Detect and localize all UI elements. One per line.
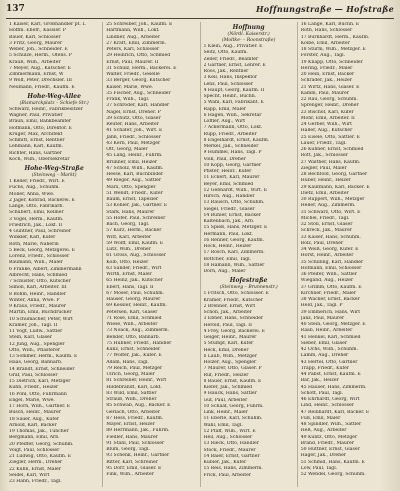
resident-entry: Engel, Marie, Wwe. (9, 397, 55, 403)
resident-entry: Frick, Paul, Arbeiter (203, 472, 252, 478)
resident-entry: Zimmermann, Ernst, W (9, 72, 64, 77)
resident-entry: Hauser, Georg, Maurer (106, 297, 161, 302)
page-header (6, 4, 394, 19)
resident-entry: 47 Reinhardt, Karl, Bäcker. E (300, 409, 370, 415)
resident-entry: 16 Pohl, Otto, Fuhrmann (9, 391, 67, 397)
resident-entry: 43 Hertel, Otto, Gärtner (300, 359, 358, 365)
resident-entry: Petersen, Karl, Glaser (106, 309, 158, 315)
resident-entry: Bär, Jak., Heizer (300, 378, 339, 384)
resident-entry: 1 Fritsch, Otto, Schlosser. E (203, 291, 269, 297)
resident-entry: 8 Böhm, Heinr., Händler (9, 291, 67, 297)
resident-entry: Bauer, Karl, Schlosser (9, 34, 61, 40)
resident-entry: Schmitt, Ernst, Rentner (9, 138, 65, 143)
resident-entry: Wiegand, Aug., Heizer (300, 278, 354, 284)
resident-entry: Heller, Aug., Zimmerm. (300, 203, 356, 209)
resident-entry: 13 Rausch, Otto, Schuhm. (203, 200, 265, 206)
resident-entry: 45 Hauser, Hans, Zimmerm. (300, 384, 367, 390)
resident-entry: Förster, Aug., Tagl. (300, 53, 346, 59)
resident-entry: 7 Meyer, Aug., Kutscher. E (9, 65, 72, 71)
resident-entry: Fuß, Emil, Maler (300, 415, 341, 421)
resident-entry: Kaltenbach, Jak., Arb. (203, 219, 255, 224)
resident-entry: 2 Gärtner, Ernst, Lehrer. E (203, 62, 266, 68)
resident-entry: Rupp, Friedr., Arbeiter (203, 131, 257, 137)
resident-entry: Lenz, Paul, Schlosser (203, 81, 254, 87)
resident-entry: Rapp, Emil, Maler (203, 106, 246, 112)
resident-entry: 18 Sturm, Wilh., Metzger. E (300, 47, 366, 52)
resident-entry: Hildebrandt, Karl, Lokf. (106, 384, 162, 390)
resident-entry: 41 Henkel, Karl, Schmied (300, 334, 361, 340)
resident-entry: Martin, Emil, Buchdrucker (9, 310, 72, 316)
resident-entry: 83 Wild, Emil, Sattler (106, 390, 157, 396)
resident-entry: 22 Rau, Georg, Schuhm. (300, 97, 358, 102)
resident-entry: 4 Günther, Paul, Schreiner (9, 229, 72, 234)
resident-entry: 10 Kopp, Georg, Gärtner (203, 162, 262, 168)
columns (6, 22, 394, 487)
resident-entry: 52 Wendel, Georg, Schuhm. (300, 472, 366, 477)
resident-entry: Marx, Otto, Spengler (106, 184, 156, 190)
resident-entry: 79 Reich, Paul, Metzger (106, 365, 163, 371)
resident-entry: Stein, Karl, Glaser (9, 335, 52, 341)
resident-entry: 25 Eisele, Otto, Sattler. E (300, 134, 360, 140)
resident-entry: 3 Ebner, Hans, Schneider (203, 316, 264, 322)
resident-entry: Mayer, Ernst, Heizer (106, 422, 155, 427)
resident-entry: 10 Schumacher, Peter, Wirt (9, 316, 73, 322)
resident-entry: 35 Fischer, Aug., Schneider (106, 90, 171, 96)
resident-entry: 14 Brandt, Ernst, Schneider (9, 366, 75, 372)
resident-entry: 91 Stahl, Paul, Schlosser (106, 440, 165, 446)
resident-entry: Heß, Aug., Arbeiter (300, 428, 347, 434)
resident-entry: Krüger, Max, Architekt (9, 131, 63, 137)
resident-entry: 16 Renner, Georg, Kaufm. (203, 237, 265, 243)
resident-entry: Bergmann, Emil, Arb. (9, 435, 60, 441)
resident-entry: Wiese, Wilh., Arbeiter (106, 322, 158, 327)
running-head: Hoffnungstraße — Hofstraße (255, 4, 394, 14)
resident-entry: 9 Hummel, Hans, Tagl. P (203, 150, 262, 156)
resident-entry: 7 Schuster, Otto, Kutscher (9, 279, 71, 284)
resident-entry: 32 Stoll, Ernst, Glaser (300, 222, 353, 227)
resident-entry: 11 Vogt, Ludw., Sattler (9, 329, 63, 334)
resident-entry: 40 Stein, Georg, Metzger. E (300, 322, 366, 327)
resident-entry: 4 Haupt, Georg, Kaufm. II (203, 87, 265, 93)
resident-entry: Jahn, Friedr., Schlosser (106, 134, 161, 140)
resident-entry: Friedrich, Jak., Lokf. II (9, 222, 63, 228)
street-bounds: (Steinweg – Markt) (31, 173, 77, 178)
resident-entry: Seitz, Otto, Kaufm. (203, 50, 248, 56)
resident-entry: Hering, Friedr., Maler (300, 65, 353, 71)
resident-entry: 7 Maurer, Otto, Glaser. P (203, 366, 262, 372)
resident-entry: 21 Wirtz, Hans, Glaser. E (300, 84, 360, 90)
resident-entry: Gerlach, Otto, Arbeiter (106, 409, 161, 415)
resident-entry: 25 Schreiber, Joh., Kaufm. E (106, 22, 173, 27)
resident-entry: 13 Rieck, Otto, Händler (203, 441, 259, 447)
resident-entry: Stark, Hans, Maurer (106, 209, 155, 215)
resident-entry: 36 Pfeifer, Wilh., Sattler (300, 272, 357, 277)
resident-entry: 55 Hofer, Paul, Schreiner (106, 215, 166, 221)
resident-entry: Arnold, Karl, Bäcker (9, 422, 57, 428)
resident-entry: Ritter, Karl, Schreiner (106, 459, 158, 465)
resident-entry: Hirsch, Aug., Händler (203, 194, 255, 199)
resident-entry: 65 Heinz, Jak., Kutscher (106, 278, 163, 284)
resident-entry: Fink, Wilh., Arbeiter (106, 472, 154, 477)
resident-entry: Hager, Jak., Dreher (300, 453, 346, 459)
resident-entry: Huber, Heinr., Heizer (300, 178, 351, 184)
resident-entry: 75 Hübner, Friedr., Händler (106, 340, 172, 346)
resident-entry: 2 Brenner, Ernst, Wirt (203, 303, 256, 309)
resident-entry: 5 Beck, Georg, Metzgerei. E (9, 247, 75, 253)
resident-entry: 57 Kurz, Herm., Bäcker (106, 228, 162, 234)
resident-entry: 31 Schwarz, Otto, Wirt. E (300, 209, 361, 215)
resident-entry: Hesse, Karl, Buchbinder (106, 172, 164, 177)
resident-entry: Löffler, Aug., Wirt (203, 119, 246, 124)
resident-entry: 53 Köhler, Jak., Gärtner. E (106, 203, 168, 209)
resident-entry: Fiedler, Hans, Maurer (106, 434, 158, 440)
resident-entry: 12 Jung, Aug., Spengler (9, 341, 65, 347)
resident-entry: Nagel, Ernst, Dreher. P (106, 109, 161, 115)
resident-entry: Ott, Georg, Maler (106, 147, 148, 152)
resident-entry: 59 Wolff, Emil, Kaufm. E (106, 240, 164, 246)
resident-entry: Volk, Paul, Dreher (203, 156, 246, 162)
resident-entry: 3 Keil, Hans, Inspektor (203, 75, 258, 81)
resident-entry: 43 Kern, Paul, Metzger (106, 140, 161, 146)
resident-entry: Ziegler, Herm., Dreher (9, 460, 63, 466)
resident-entry: Schubert, Emil, Kellner (9, 210, 64, 216)
street-heading: Hohe-Weg-Allee (27, 92, 81, 100)
resident-entry: Krämer, Joh., Tagl. II (9, 322, 58, 328)
resident-entry: Lind, Heinr., Schlosser (300, 403, 354, 409)
resident-entry: Lange, Otto, Fabrikarb. (9, 204, 64, 209)
resident-entry: 20 Hein, Ernst, Bäcker (300, 72, 355, 77)
resident-entry: Albrecht, Hans, Schmied (9, 272, 68, 278)
resident-entry: Braun, Emil, Bankbeamter (9, 119, 72, 125)
resident-entry: Richter, Hans, Gärtner (9, 150, 62, 156)
street-heading: Hohe-Weg-Straße (24, 165, 84, 172)
resident-entry: 1 Kaiser, Karl, Großhändler pt. L (9, 22, 86, 27)
resident-entry: Ruf, Friedr., Heizer (203, 372, 249, 378)
resident-entry: Janz, Paul, Maurer (300, 315, 345, 321)
resident-entry: Roth, Hans, Schlosser (300, 28, 353, 34)
resident-entry: 4 Frey, Georg, Bäckerei. E (203, 328, 265, 334)
resident-entry: Weber, Joh., Schneider. E (9, 47, 68, 52)
resident-entry: Lorenz, Friedr., Schlosser (9, 254, 70, 259)
resident-entry: 39 Schütz, Otto, Glaser (106, 115, 161, 121)
resident-entry: Wagner, Paul, Privatier (9, 113, 63, 118)
resident-entry: 22 Kuhn, Ernst, Maler (9, 466, 61, 472)
resident-entry: 7 Ackermann, Otto, Lokf. (203, 125, 263, 131)
resident-entry: 44 Pabst, Ernst, Kaufm. E (300, 372, 361, 377)
resident-entry: Wirth, Ernst, Maler (106, 272, 152, 277)
resident-entry: 81 Schreiner, Heinr., Wirt (106, 378, 167, 384)
resident-entry: Wahl, Emil, Tagl. (203, 422, 243, 428)
resident-entry: 16 Lange, Karl, Buchh. E (300, 22, 360, 27)
resident-entry: Lamm, Aug., Dreher (300, 353, 349, 359)
resident-entry: Reuter, Hans, Arbeiter (106, 122, 159, 127)
resident-entry: 33 Kaiser, Hans, Schuhm. (300, 234, 361, 240)
resident-entry: 37 Grimm, Otto, Kaufm. E (300, 284, 362, 290)
resident-entry: 12 Pfaff, Wilh., Wirt. E (203, 428, 256, 434)
resident-entry: Brand, Friedr., Maurer (300, 440, 354, 446)
column-3 (201, 22, 298, 487)
resident-entry: 10 Schaaf, Georg, Fuhrm. (203, 403, 264, 409)
resident-entry: Rott, Jak., Schlosser (300, 153, 348, 159)
resident-entry: 41 Schäfer, Joh., Wirt. E (106, 128, 163, 134)
resident-entry: 14 Bühler, Ernst, Bäcker (203, 212, 261, 218)
resident-entry: Adam, Hans, Tagl. (106, 359, 149, 365)
resident-entry: Busch, Heinr., Maurer (9, 410, 61, 416)
resident-entry: Baumann, Wilh., Maler (9, 260, 63, 266)
resident-entry: Schreck, Jak., Maurer (300, 228, 352, 234)
resident-entry: Michel, Friedr., Tagl. (300, 215, 350, 221)
resident-entry: 71 Rose, Emil, Schmied (106, 315, 162, 321)
resident-entry: Strauß, Wilh., Dreher (106, 397, 157, 402)
resident-entry: 35 Schilling, Karl, Händler (300, 259, 364, 265)
resident-entry: 93 Schenk, Heinr., Gärtner (106, 453, 170, 459)
resident-entry: Beyer, Emil, Schmied (203, 181, 254, 187)
resident-entry: 17 Burkhardt, Herm., Kaufm. (300, 34, 370, 40)
resident-entry: Kolbe, Emil, Arbeiter (300, 40, 350, 46)
page-number: 137 (6, 4, 25, 14)
resident-entry: 49 Rieger, Aug., Sattler (106, 178, 162, 184)
resident-entry: Merkel, Jak., Schneider (203, 144, 259, 149)
resident-entry: 9 Wolf, Peter, Drechsler. III (9, 78, 72, 84)
resident-entry: 27 Kraft, Emil, Zimmerm. (106, 40, 167, 46)
resident-entry: Ebert, Hans, Tagl. II (106, 284, 154, 290)
resident-entry: 28 Bechtold, Georg, Gärtner (300, 172, 368, 177)
column-4 (298, 22, 394, 487)
resident-entry: 23 Bischof, Karl, Küfer (300, 109, 354, 115)
resident-entry: Winter, Anna, Wwe. P (9, 297, 60, 303)
resident-entry: Kaiser, Marie, Wwe. (106, 84, 154, 90)
resident-entry: Möller, Anna, Wwe. (9, 191, 55, 197)
resident-entry: Walter, Friedr., Geselle (106, 72, 160, 77)
resident-entry: Ernst, Paul, Maurer. II (106, 59, 159, 65)
resident-entry: 48 Spindler, Wilh., Sattler (300, 422, 362, 427)
resident-entry: 31 Schulz, Herm., Bäckerei. E (106, 65, 177, 71)
street-bounds: (Moltke- – Roonstraße) (221, 38, 276, 43)
resident-entry: 51 Schmid, Hans, Kaufm. E (300, 459, 365, 465)
resident-entry: Kübler, Jak., Küfer (203, 460, 247, 465)
resident-entry: Lutz, Wilh., Dreher (106, 247, 151, 252)
resident-entry: Kirchner, Friedr., Maler (300, 290, 357, 296)
resident-entry: 50 Hüttner, Ernst, Glaser (300, 447, 360, 452)
resident-entry: Raab, Heinr., Arbeiter (300, 328, 353, 334)
resident-entry: 21 Ludwig, Otto, Kaufm. E (9, 454, 72, 459)
resident-entry: 20 Pfeiffer, Georg, Schuhm. (9, 441, 74, 447)
resident-entry: 69 Kessler, Heinr., Kaufm. (106, 303, 167, 309)
resident-entry: Sieber, Emil, Glaser (300, 340, 348, 346)
resident-entry: Kamm, Paul, Maurer (300, 90, 350, 96)
resident-entry: Kolb, Otto, Heizer (106, 259, 149, 265)
resident-entry: Dorn, Aug., Maler (203, 269, 246, 274)
resident-entry: 17 Rösch, Karl, Zimmerm. (203, 250, 265, 256)
street-bounds: (Steinweg – Brunnenstr.) (219, 285, 278, 291)
resident-entry: Bolz, Paul, Dreher (300, 240, 344, 246)
resident-entry: Hofmann, Otto, Direktor. E (9, 125, 72, 131)
resident-entry: Voigt, Paul, Schlosser (9, 447, 60, 453)
resident-entry: Zeller, Friedr., Beamter (203, 56, 259, 62)
resident-entry: Schwarz, Heinr., Fabrikbesitzer (9, 106, 83, 112)
resident-entry: Kühn, Friedr., Heizer (9, 385, 59, 391)
resident-entry: Heck, Emil, Dreher (203, 347, 249, 353)
street-heading: Hoffnung (232, 24, 265, 31)
resident-entry: 5 Schulze, Herm., Ofens. P (9, 53, 72, 59)
resident-entry: Haas, Georg, Bahnarb. (9, 360, 63, 366)
street-bounds: (Bismarckplatz – Schiefe-Str.) (19, 100, 89, 106)
resident-entry: Ulrich, Georg, Maler (106, 372, 155, 377)
resident-entry: Bender, Otto, Bahnarb. (106, 334, 161, 340)
resident-entry: Lauer, Friedr., Tagl. (300, 140, 347, 146)
resident-entry: Krauß, Wilh., Arbeiter (9, 59, 61, 65)
resident-entry: Hermann, Paul, Lokf. (203, 231, 253, 237)
resident-entry: Held, Jak., Tagl. P (300, 303, 343, 309)
resident-entry: Lindner, Aug., Arbeiter (106, 34, 160, 40)
resident-entry: Geiger, Heinr., Maurer (203, 335, 257, 340)
resident-entry: Otto, Wilh., Pflasterer (9, 347, 60, 353)
resident-entry: Ziegler, Paul, Maler (300, 165, 347, 171)
resident-entry: Sprenger, Heinr., Dreher (300, 103, 359, 109)
resident-entry: Trapp, Friedr., Küfer (300, 365, 350, 371)
resident-entry: Hartmann, Wilh., Lokf. (106, 28, 160, 34)
resident-entry: Neumann, Friedr., Kaufm. E (9, 84, 75, 90)
resident-entry: 30 Ruppert, Wilh., Metzger (300, 197, 365, 202)
resident-entry: Baum, Ernst, Tapezier (106, 197, 159, 202)
resident-entry: Löw, Paul, Tagl. (300, 465, 338, 471)
resident-entry: 6 Hagen, Wilh., Sekretär (203, 112, 262, 118)
resident-entry: 19 Thomas, Jak., Tüncher (9, 429, 69, 434)
resident-entry: 37 Schröder, Karl, Händler (106, 103, 170, 109)
resident-entry: Bach, Georg, Tagl. (106, 222, 150, 227)
resident-entry: Roos, Jak., Rentner (203, 69, 249, 74)
resident-entry: Blum, Georg, Tagl. (106, 447, 150, 452)
resident-entry: 6 Franke, Albert, Zimmermann (9, 266, 82, 272)
resident-entry: 27 Walther, Hans, Kaufm. (300, 159, 361, 165)
resident-entry: Lehmann, Karl, Kaufm. (9, 144, 64, 150)
resident-entry: 33 Berger, Georg, Kutscher (106, 78, 171, 84)
resident-entry: Fuchs, Aug., Schuhm. (9, 185, 60, 191)
resident-entry: 23 Hahn, Friedr., Tagl. (9, 479, 62, 484)
column-2 (103, 22, 200, 487)
resident-entry: Brunner, Emil, Heizer (106, 159, 158, 165)
resident-entry: 11 Eberle, Karl, Schuhm. (203, 416, 263, 422)
resident-entry: Horst, Heinr., Arbeiter (300, 253, 354, 259)
resident-entry: 15 Dietrich, Karl, Metzger (9, 379, 71, 384)
resident-entry: 8 Engelhardt, Ernst, Kaufm. (203, 137, 270, 143)
resident-entry: Koch, Wilh., Obersekretär (9, 156, 70, 162)
resident-entry: 47 Scholz, Wilh., Kaufm. (106, 165, 164, 171)
resident-entry: Hölzer, Aug., Spengler (203, 360, 257, 365)
resident-entry: Haller, Aug., Kutscher (300, 128, 353, 134)
resident-entry: Hoffm. Ehefr., Kassier. P (9, 28, 66, 34)
resident-entry: Schott, Paul, Tagl. (300, 390, 344, 396)
resident-entry: Winkler, Karl, Küfer (9, 235, 56, 241)
resident-entry: 8 Bauer, Ernst, Kaufm. E (203, 378, 262, 384)
resident-entry: 5 Stumpf, Karl, Küfer (203, 341, 254, 347)
resident-entry: Graf, Paul, Schlosser (9, 372, 58, 378)
resident-entry: 34 Weiß, Georg, Küfer. E (300, 247, 359, 252)
resident-entry: Kramer, Friedr., Kutscher (203, 297, 264, 303)
resident-entry: Pfister, Heinr., Küfer (203, 169, 252, 174)
resident-entry: 46 Ehrhardt, Georg, Wirt (300, 397, 360, 402)
resident-entry: 5 Wahl, Karl, Fabrikant. E (203, 100, 264, 106)
resident-entry: 18 Sauer, Aug., Küfer (9, 416, 59, 422)
resident-entry: 1 Klein, Aug., Privatier. E (203, 44, 263, 49)
resident-entry: 13 Sommer, Herm., Kaufm. E (9, 354, 78, 359)
resident-entry: 9 Kraus, Friedr., Maurer (9, 304, 67, 309)
resident-entry: Stock, Friedr., Maurer (203, 447, 256, 453)
resident-entry: 73 Noack, Aug., Zimmerm. (106, 328, 170, 334)
resident-entry: 3 Fritz, Georg, Maurer (9, 40, 63, 46)
resident-entry: 29 Heinrich, Otto, Schmied (106, 53, 171, 59)
resident-entry: Seidel, Karl, Wirt (9, 472, 50, 478)
resident-entry: 9 Hauck, Hans, Sattler (203, 391, 257, 397)
resident-entry: Kiefer, Jak., Schmied (203, 385, 253, 390)
resident-entry: 63 Sander, Friedr., Wirt (106, 265, 162, 271)
resident-entry: 14 Baier, Ernst, Gärtner (203, 453, 260, 459)
street-bounds: (Nördl. Kaiserstr.) (227, 32, 270, 37)
resident-entry: 51 Wendt, Friedr., Küfer (106, 190, 163, 196)
column-1 (6, 22, 103, 487)
resident-entry: 2 Jäger, Konrad, Bäckerei. E (9, 197, 75, 203)
resident-entry: 19 Knapp, Otto, Schneider (300, 59, 363, 65)
resident-entry: 89 Herrmann, Jak., Fuhrm. (106, 428, 170, 434)
resident-entry: 67 Moser, Paul, Schuhm. (106, 290, 165, 296)
resident-entry: 45 Lang, Heinr., Fuhrm. (106, 153, 163, 159)
resident-entry: 87 Hess, Friedr., Kaufm. (106, 415, 164, 421)
resident-entry: Schön, Jak., Arbeiter (203, 310, 252, 315)
resident-entry: 12 Gebhardt, Wilh., Wirt. E (203, 187, 268, 193)
resident-entry: Böttcher, Emil, Tagl. (203, 256, 252, 262)
street-heading: Hofestraße (229, 277, 268, 285)
resident-entry: 39 Emmerich, Hans, Wirt (300, 309, 361, 315)
resident-entry: Peters, Karl, Schlosser (106, 47, 160, 52)
resident-entry: 42 Ochs, Wilh., Schuhm. (300, 347, 358, 352)
resident-entry: Siegel, Friedr., Glaser (203, 206, 255, 212)
resident-entry: 17 Horn, Wilh., Gärtner. E (9, 404, 71, 409)
resident-entry: Hock, Heinr., Heizer (203, 244, 252, 249)
resident-entry: Simon, Karl, Arbeiter. III (9, 285, 67, 291)
resident-entry: 77 Wolter, Jak., Küfer. E (106, 353, 162, 359)
resident-entry: 11 Eckert, Karl, Maurer (203, 175, 260, 181)
resident-entry: Link, Heinr., Maler (203, 410, 248, 415)
resident-entry: Herold, Paul, Tagl. II (203, 322, 252, 328)
resident-entry: 3 Vogel, Herm., Kaufm. (9, 216, 64, 222)
resident-entry: Frank, Wilh., Tagl. (106, 97, 150, 102)
resident-entry: 18 Hamann, Wilh., Sattler (203, 262, 265, 268)
resident-entry: 26 Kühner, Ernst, Schmied (300, 147, 364, 152)
resident-entry: 85 Schwab, Aug., Bäcker. E (106, 403, 171, 409)
resident-entry: 1 Keller, Friedr., Wirt. E (9, 179, 65, 184)
resident-entry: 38 Wacker, Ernst, Bäcker (300, 297, 360, 302)
resident-entry: Specht, Heinr., Buchh. (203, 94, 257, 99)
resident-entry: 49 Kuntz, Otto, Metzger (300, 434, 358, 440)
resident-entry: 61 Gross, Aug., Schlosser (106, 253, 166, 259)
resident-entry: Mohr, Emil, Arbeiter. II (300, 115, 355, 121)
resident-entry: Schrader, Jak., Heizer (300, 78, 352, 84)
resident-entry: Gut, Paul, Arbeiter (203, 397, 248, 403)
resident-entry: Heil, Aug., Schlosser (203, 435, 253, 440)
resident-entry: Witt, Karl, Arbeiter (106, 234, 152, 240)
resident-entry: 24 Gerber, Wilh., Wirt (300, 122, 352, 127)
resident-entry: 95 Dörr, Emil, Glaser. E (106, 465, 162, 471)
resident-entry: Roth, Marie, Näherin (9, 241, 59, 247)
resident-entry: 6 Laub, Wilh., Metzger (203, 353, 257, 359)
resident-entry: Dietz, Emil, Arbeiter (300, 190, 349, 196)
resident-entry: 15 Reis, Hans, Zimmerm. (203, 466, 263, 472)
resident-entry: Hofmann, Emil, Schlosser (300, 265, 362, 271)
resident-entry: Kunz, Ernst, Schneider (106, 347, 161, 352)
resident-entry: 15 Spieß, Hans, Metzger. E (203, 225, 268, 231)
resident-entry: 29 Kaufmann, Karl, Bäcker. E (300, 184, 370, 190)
